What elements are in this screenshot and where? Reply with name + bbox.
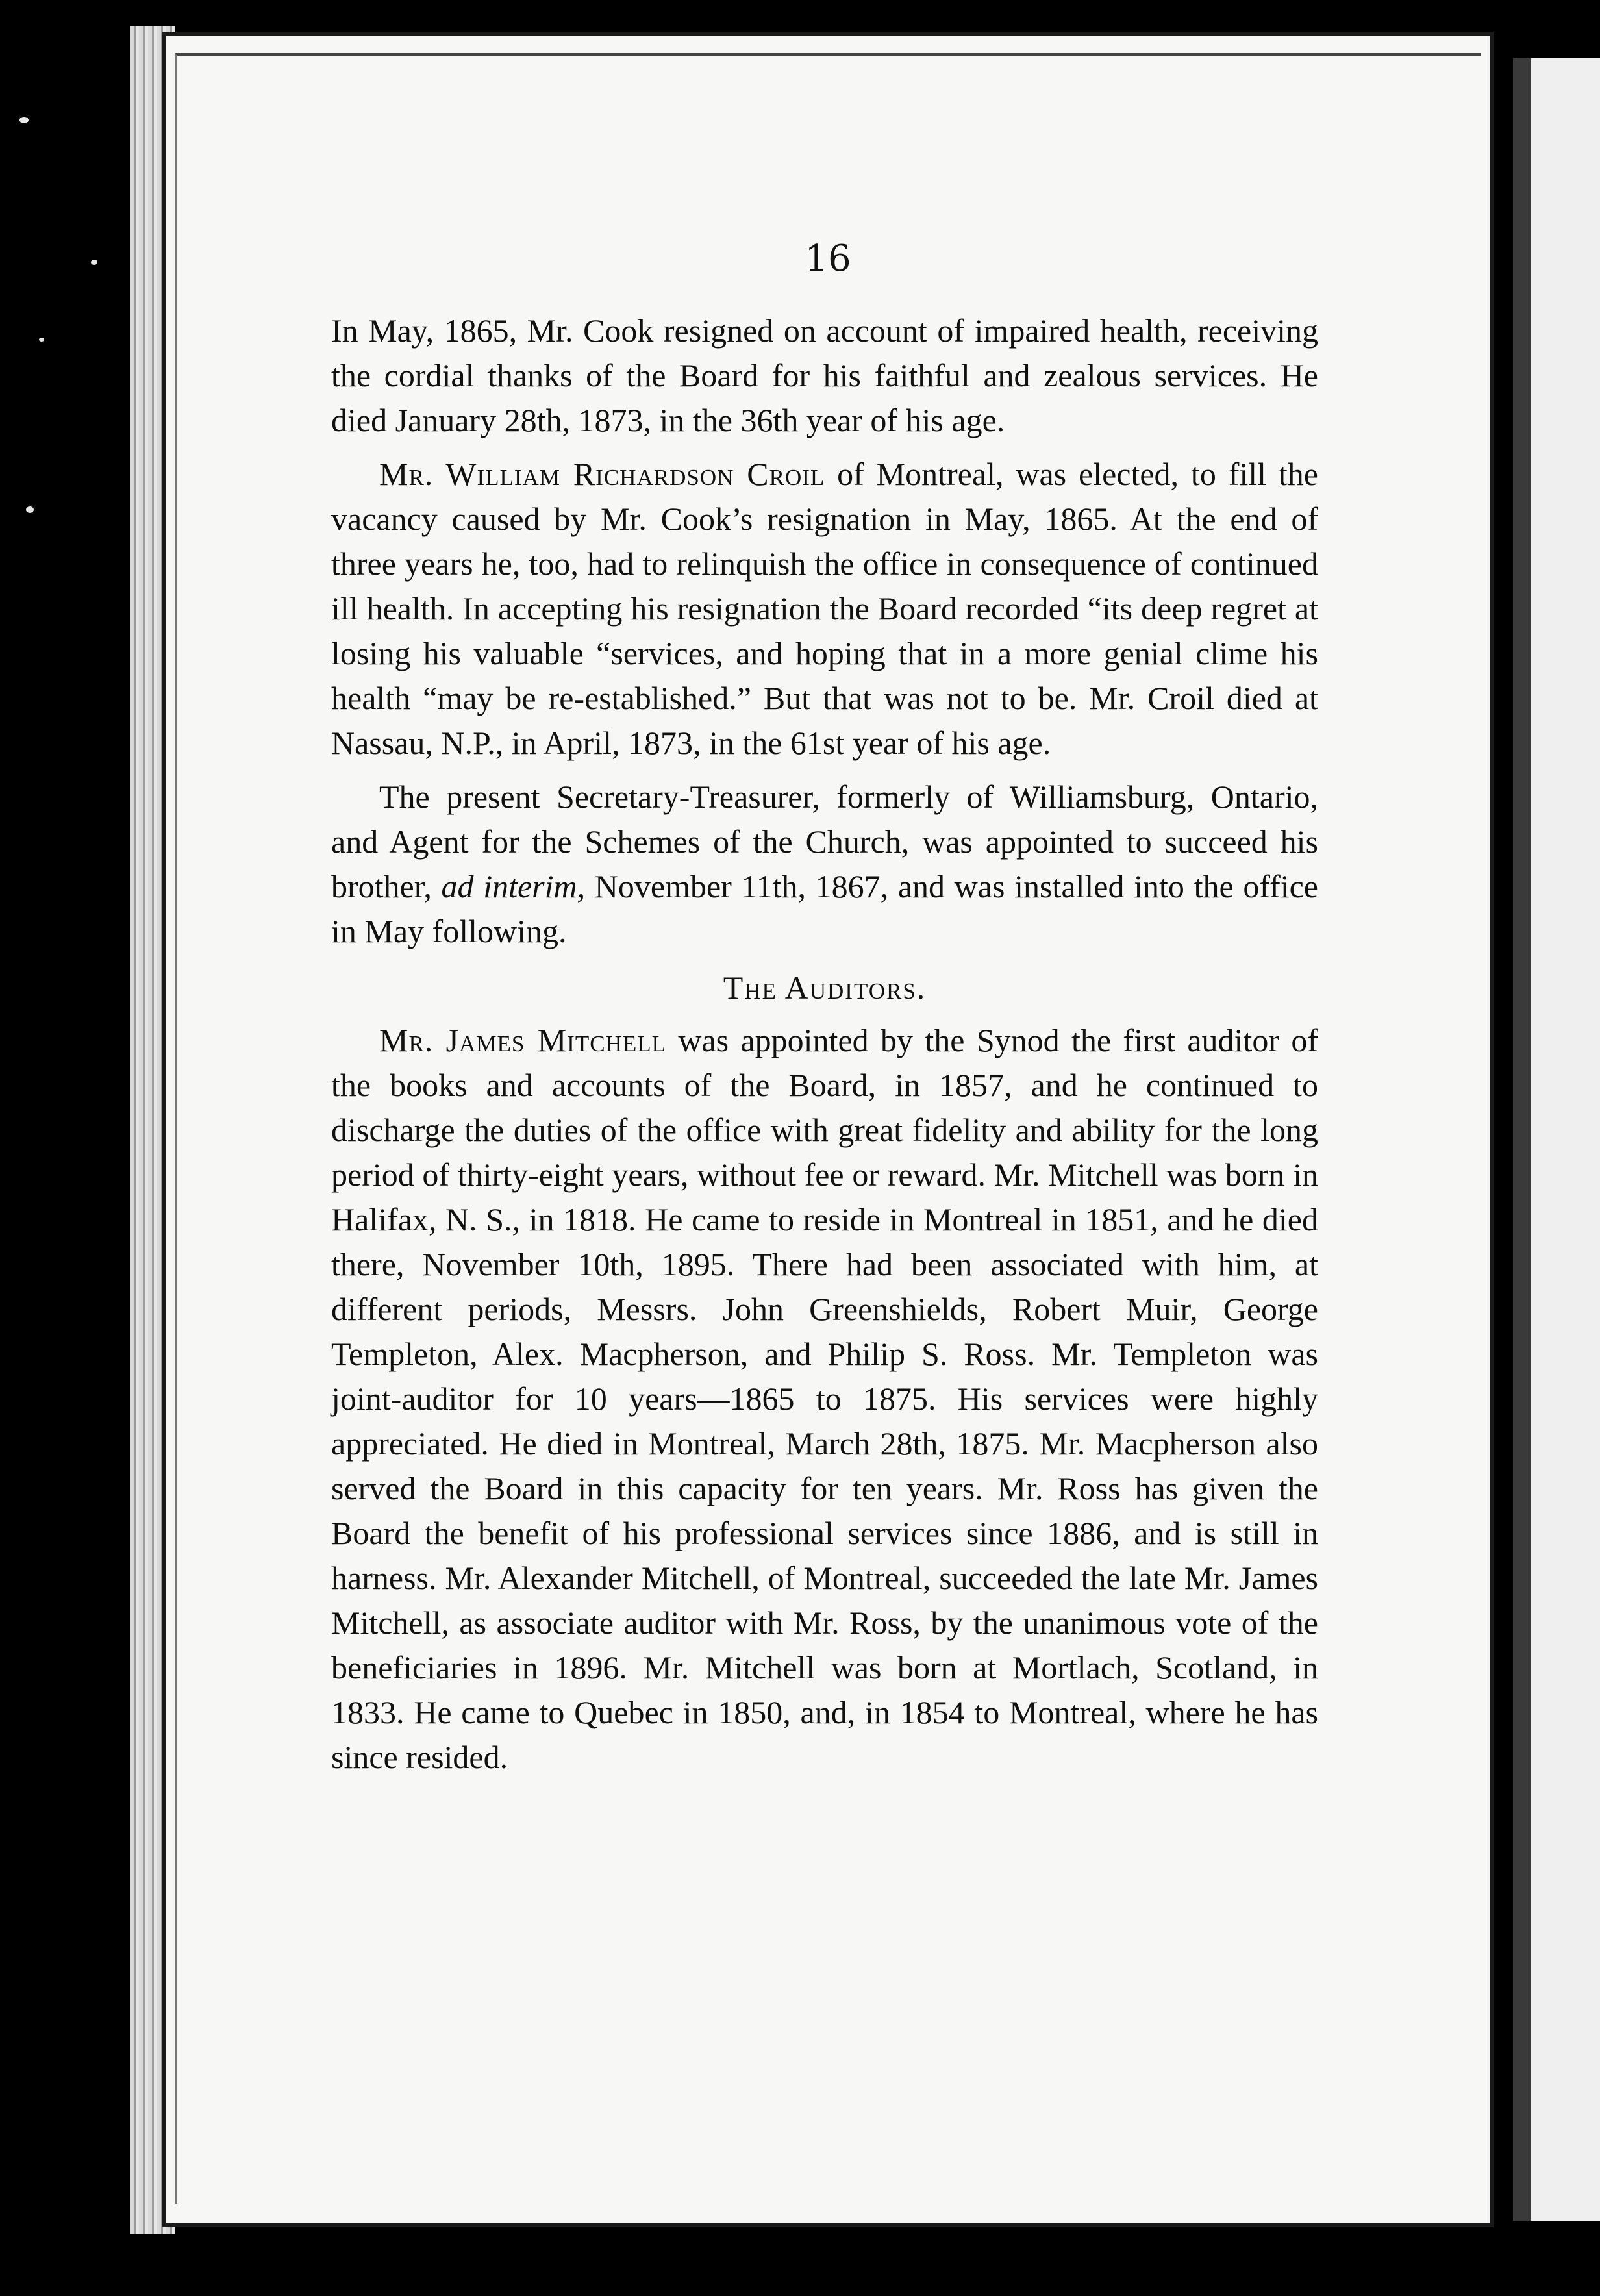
ad-interim-italic: ad interim, bbox=[441, 868, 586, 905]
paragraph-secretary-text-after: November 11th, 1867, and was installed into the office in May following. bbox=[331, 868, 1318, 949]
paragraph-secretary-text-before: The present Secretary-Treasurer, formerly of Williamsburg, Ontario, and Agent for the Schemes of the Church, was appointed to succeed his brother, bbox=[331, 779, 1318, 905]
paragraph-croil-text: of Montreal, was elected, to fill the vacancy caused by Mr. Cook’s resignation in May, 1865. At the end of three years he, too, had to relinquish the office in consequence of continued ill health. In accepting his resignation the Board recorded “its deep regret at losing his valuable “services, and hoping that in a more genial clime his health “may be re-established.” But that was not to be. Mr. Croil died at Nassau, N.P., in April, 1873, in the 61st year of his age. bbox=[331, 456, 1318, 761]
paragraph-auditors bbox=[331, 1018, 1318, 1780]
facing-page-edge bbox=[1513, 58, 1600, 2221]
page-number: 16 bbox=[805, 238, 851, 280]
paragraph-auditors-text: was appointed by the Synod the first auditor of the books and accounts of the Board, in 1857, and he continued to discharge the duties of the office with great fidelity and ability for the long period of thirty-eight years, without fee or reward. Mr. Mitchell was born in Halifax, N. S., in 1818. He came to reside in Montreal in 1851, and he died there, November 10th, 1895. There had been associated with him, at different periods, Messrs. John Greenshields, Robert Muir, George Templeton, Alex. Macpherson, and Philip S. Ross. Mr. Templeton was joint-auditor for 10 years—1865 to 1875. His services were highly appreciated. He died in Montreal, March 28th, 1875. Mr. Macpherson also served the Board in this capacity for ten years. Mr. Ross has given the Board the benefit of his professional services since 1886, and is still in harness. Mr. Alexander Mitchell, of Montreal, succeeded the late Mr. James Mitchell, as associate auditor with Mr. Ross, by the unanimous vote of the beneficiaries in 1896. Mr. Mitchell was born at Mortlach, Scotland, in 1833. He came to Quebec in 1850, and, in 1854 to Montreal, where he has since resided. bbox=[331, 1022, 1318, 1775]
section-heading-auditors: The Auditors. bbox=[723, 969, 927, 1006]
name-james-mitchell: Mr. James Mitchell bbox=[379, 1022, 666, 1058]
body-text bbox=[331, 308, 1318, 1780]
paragraph-croil bbox=[331, 452, 1318, 766]
paragraph-cook-resignation: In May, 1865, Mr. Cook resigned on account of impaired health, receiving the cordial thanks of the Board for his faithful and zealous services. He died January 28th, 1873, in the 36th year of his age. bbox=[331, 312, 1318, 438]
paragraph-secretary-treasurer bbox=[331, 775, 1318, 954]
name-croil: Mr. William Richardson Croil bbox=[379, 456, 825, 492]
